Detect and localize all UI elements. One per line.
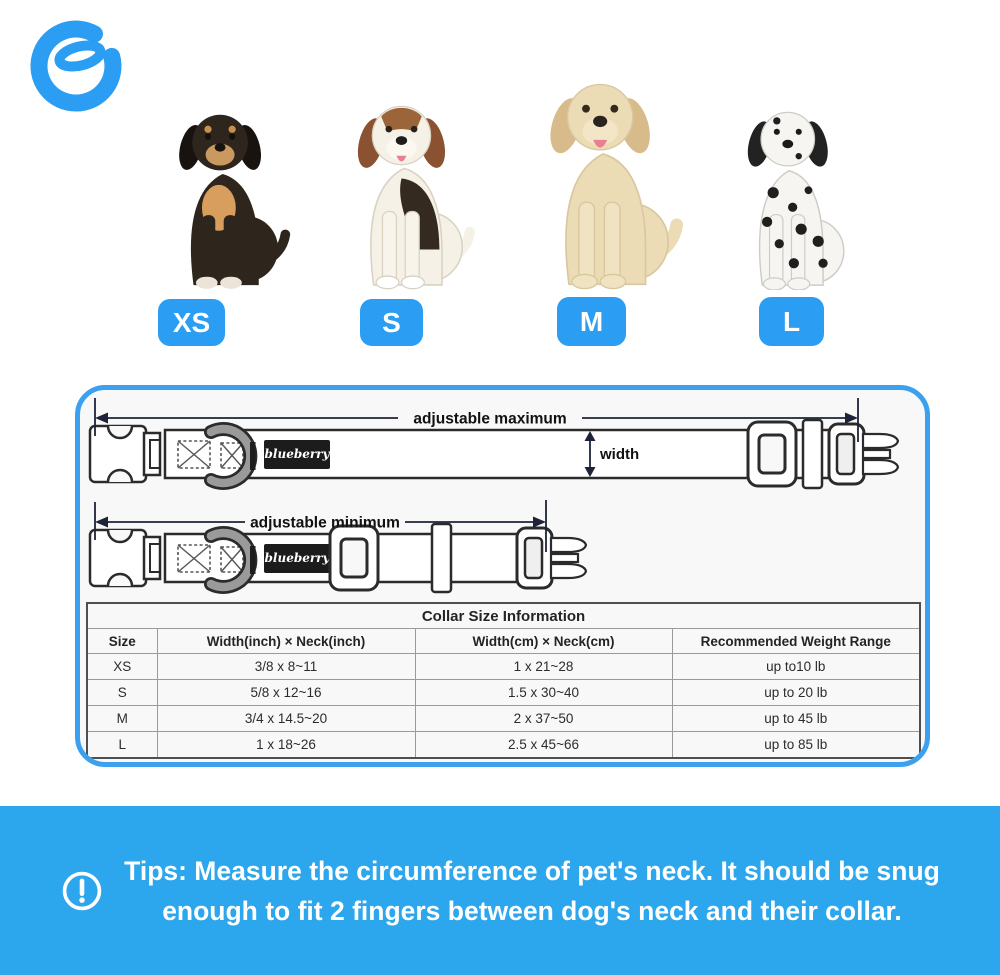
dog-image-m [518, 30, 688, 290]
cell-size: M [87, 706, 157, 732]
cell-weight: up to 85 lb [672, 732, 920, 759]
col-header-size: Size [87, 629, 157, 654]
collar-diagram [80, 390, 925, 605]
col-header-weight: Recommended Weight Range [672, 629, 920, 654]
size-badge-l: L [759, 297, 824, 346]
adjustable-minimum-label: adjustable minimum [250, 514, 400, 532]
collar-size-table [86, 602, 921, 759]
cell-weight: up to 45 lb [672, 706, 920, 732]
cell-cm: 1 x 21~28 [415, 654, 672, 680]
cell-size: XS [87, 654, 157, 680]
puppy-illustration [150, 95, 295, 290]
table-row-s [87, 680, 920, 706]
collar-left-hardware [90, 414, 331, 494]
brand-tag-text: blueberry [264, 447, 330, 461]
cell-inch: 1 x 18~26 [157, 732, 415, 759]
col-header-cm: Width(cm) × Neck(cm) [415, 629, 672, 654]
size-badge-xs: XS [158, 299, 225, 346]
cell-cm: 1.5 x 30~40 [415, 680, 672, 706]
table-title-row [87, 603, 920, 629]
width-label: width [600, 446, 640, 463]
beagle-illustration [328, 62, 480, 290]
table-title: Collar Size Information [87, 603, 920, 629]
adjustable-maximum-label: adjustable maximum [413, 410, 567, 428]
e-logo-icon [25, 12, 137, 122]
cell-inch: 5/8 x 12~16 [157, 680, 415, 706]
table-row-l [87, 732, 920, 759]
golden-retriever-illustration [518, 30, 688, 290]
keeper-band-icon [803, 420, 822, 488]
dog-image-l [716, 2, 862, 290]
col-header-inch: Width(inch) × Neck(inch) [157, 629, 415, 654]
male-buckle-icon [829, 424, 898, 484]
table-row-m [87, 706, 920, 732]
tips-text [124, 851, 940, 931]
cell-weight: up to 20 lb [672, 680, 920, 706]
size-badge-s: S [360, 299, 423, 346]
table-row-xs [87, 654, 920, 680]
dog-image-xs [150, 95, 295, 290]
cell-size: S [87, 680, 157, 706]
table-header-row [87, 629, 920, 654]
collar-info-panel [75, 385, 930, 767]
cell-size: L [87, 732, 157, 759]
tips-line-2: enough to fit 2 fingers between dog's neck and their collar. [162, 895, 902, 926]
dalmatian-illustration [716, 2, 862, 290]
tips-line-1: Tips: Measure the circumference of pet's neck. It should be snug [124, 855, 940, 886]
brand-logo [25, 12, 137, 122]
cell-inch: 3/4 x 14.5~20 [157, 706, 415, 732]
tips-banner [0, 806, 1000, 975]
size-badge-m: M [557, 297, 626, 346]
cell-cm: 2.5 x 45~66 [415, 732, 672, 759]
exclamation-circle-icon [60, 869, 104, 913]
cell-inch: 3/8 x 8~11 [157, 654, 415, 680]
cell-cm: 2 x 37~50 [415, 706, 672, 732]
tri-glide-icon [748, 422, 796, 486]
cell-weight: up to10 lb [672, 654, 920, 680]
dog-image-s [328, 62, 480, 290]
